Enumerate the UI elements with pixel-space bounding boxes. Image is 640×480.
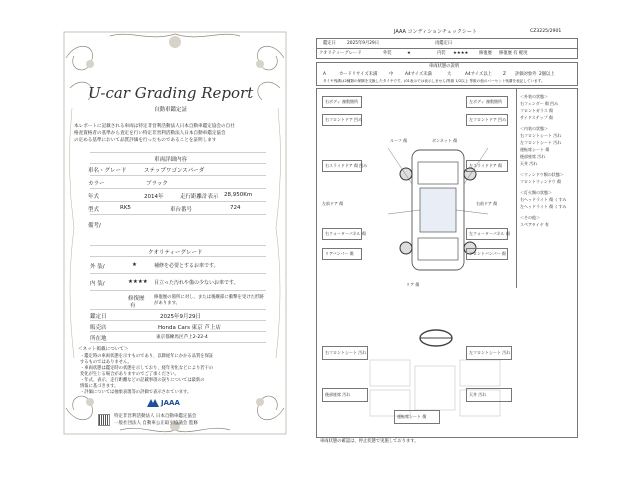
right-col-line: ＜その他＞: [520, 215, 540, 220]
seat-rating: 2個以上: [539, 72, 555, 77]
legend-cell: A4サイズ未満: [405, 72, 432, 77]
damage-text: フロントバンパー 傷: [469, 251, 506, 256]
notes-label: 備考/: [88, 223, 101, 229]
right-col-line: 天井 汚れ: [520, 161, 538, 166]
right-col-line: 右ヘッドライト 傷 くすみ: [520, 197, 567, 202]
certificate-title: U-car Grading Report: [88, 84, 254, 102]
org-line: 特定非営利活動法人 日本自動車鑑定協会: [114, 414, 197, 419]
quality-label: クオリティーグレード: [319, 51, 362, 56]
interior-text: 左フロントシート 汚れ: [469, 350, 511, 355]
ext-label: 外装: [383, 51, 392, 56]
damage-text: 右クォーターパネル 傷: [325, 231, 366, 236]
intro-line: 格査資格者の基準から査定を行い特定非営利活動法人日本自動車鑑定協会: [74, 131, 226, 136]
repair-note: 修復歴の箇所に対し、または後継部に衝撃を受けた形跡があります。: [154, 295, 264, 306]
mileage-label: 走行距離計表示: [180, 194, 219, 200]
date-label: 鑑定日: [323, 41, 336, 46]
legend-cell: 大: [447, 72, 452, 77]
remark-line: ・車両状態は鑑定時の状態を示しており、経年劣化などにより若干の: [80, 366, 214, 371]
legend-cell: カードリサイズ未満: [339, 72, 378, 77]
legend-block: [316, 62, 578, 86]
interior-text: 運転席シート 傷: [397, 414, 427, 419]
repair-head: 修復歴: [128, 296, 145, 302]
shop-value: Honda Cars 東京 芦上店: [158, 325, 221, 331]
damage-box: [466, 228, 508, 240]
color-label: カラー: [88, 181, 105, 187]
legend-cell: 評価対象外: [515, 72, 537, 77]
jaaa-logo-icon: [146, 398, 160, 408]
damage-box: [322, 248, 362, 260]
int-label: 内装: [437, 51, 446, 56]
divider: [516, 88, 517, 288]
right-col-line: 右フェンダー 傷 凹み: [520, 101, 559, 106]
quality-heading: クオリティーグレード: [148, 250, 203, 256]
right-col-line: ＜内装の状態＞: [520, 126, 548, 131]
interior-box: [466, 388, 512, 402]
interior-box: [322, 346, 368, 360]
repair-value: 修復歴 有 軽度: [499, 51, 528, 56]
exterior-label: 外 装/: [90, 264, 105, 270]
interior-box: [394, 410, 440, 424]
appraisal-date-value: 2025年9月29日: [160, 314, 201, 320]
right-col-line: 後部座席 汚れ: [520, 154, 546, 159]
year-value: 2014年: [144, 194, 164, 200]
section-details-heading: 車両詳細内容: [154, 157, 188, 163]
damage-box: [466, 114, 508, 126]
condition-title: 車両状態の説明: [429, 64, 460, 69]
remark-line: ・評価については抽象表現等の評価で表示されています。: [80, 390, 192, 395]
repair-value: 有: [130, 303, 136, 309]
year-mileage-row: [90, 189, 266, 202]
steering-wheel-icon: [416, 326, 456, 350]
right-col-line: 左ヘッドライト 傷 くすみ: [520, 204, 567, 209]
year-label: 年式: [88, 194, 100, 200]
right-col-line: ＜ウィンドウ類の状態＞: [520, 172, 564, 177]
mileage-value: 28,950Km: [224, 192, 253, 198]
address-row: [90, 332, 266, 343]
shop-label: 販売店: [90, 325, 107, 331]
interior-row: [90, 274, 266, 291]
damage-text: 右スライドドア 傷 凹み: [325, 163, 368, 168]
shop-row: [90, 321, 266, 332]
appraisal-date-label: 鑑定日: [90, 314, 107, 320]
ext-value: ★: [407, 51, 411, 56]
color-value: ブラック: [146, 181, 168, 187]
diagram-label: ボンネット 傷: [432, 138, 458, 143]
exam-label: 再鑑定日: [435, 41, 453, 46]
exterior-stars: ★: [132, 262, 137, 268]
right-col-line: スペアタイヤ 有: [520, 222, 549, 227]
diagram-label: 左前ドア 傷: [322, 201, 344, 206]
quality-header-row: [90, 246, 266, 257]
interior-desc: 目立った汚れや傷の少ないお車です。: [154, 280, 239, 286]
sheet-doc-id: CZ3225/2901: [530, 29, 562, 34]
repair-row: [90, 291, 266, 310]
address-label: 所在地: [90, 336, 107, 342]
remark-line: ・年式、表示、走行距離などの記載事項の誤りについては最新の: [80, 378, 205, 383]
interior-text: 後部座席 汚れ: [325, 392, 351, 397]
intro-line: の定める基準において品質評価を行ったものであることを証明します: [74, 138, 217, 143]
grading-certificate: [60, 28, 290, 438]
remark-line: するものではありません。: [80, 360, 132, 365]
interior-box: [322, 388, 368, 402]
appraisal-date-row: [90, 310, 266, 321]
remark-line: 情報に基づきます。: [80, 384, 119, 389]
right-col-line: サイドステップ 傷: [520, 115, 553, 120]
quality-row: [316, 48, 578, 59]
legend-cell: Z: [503, 72, 506, 77]
org-line: 一般社団法人 自動車公正取引協議会 監修: [114, 421, 198, 426]
name-grade-row: [90, 163, 266, 176]
damage-box: [322, 114, 362, 126]
note-line: 等級 1/2以上 等級の他のパーセント残溝を表記しています。: [447, 79, 545, 83]
diagram-label: ルーフ 傷: [390, 138, 408, 143]
right-col-line: フロントガラス 傷: [520, 108, 554, 113]
damage-box: [466, 160, 508, 172]
chassis-value: 724: [230, 205, 241, 211]
date-value: 2025年9月29日: [347, 41, 380, 46]
name-grade-label: 車名・グレード: [88, 168, 127, 174]
certificate-subtitle: 自動車鑑定証: [154, 107, 188, 113]
damage-text: 左フロントドア 凹み: [469, 117, 507, 122]
condition-check-sheet: [316, 26, 578, 446]
damage-box: [322, 228, 366, 240]
int-value: ★★★★: [453, 51, 469, 56]
damage-text: 左スライドドア 傷: [469, 163, 503, 168]
model-row: [90, 202, 266, 215]
interior-text: 天井 汚れ: [469, 392, 487, 397]
legend-cell: A: [323, 72, 326, 77]
damage-text: 左ボディ 複数箇所: [469, 99, 502, 104]
interior-stars: ★★★★: [128, 279, 148, 285]
remarks-title: ＜ネット掲載について＞: [78, 347, 129, 352]
right-col-line: 運転席シート 傷: [520, 147, 550, 152]
model-label: 型式: [88, 207, 100, 213]
exterior-desc: 補修を必要とするお車です。: [154, 263, 219, 269]
legend-cell: A4サイズ以上: [465, 72, 492, 77]
address-value: 東京都練馬区芦上2-22-4: [156, 335, 208, 340]
damage-text: 右フロントドア 凹み: [325, 117, 363, 122]
damage-text: リアバンパー 傷: [325, 251, 354, 256]
right-col-line: フロントウィンドウ 傷: [520, 179, 562, 184]
intro-line: 本レポートに記載される車両は特定非営利活動法人日本自動車鑑定協会の自社: [74, 124, 235, 129]
right-col-line: 左フロントシート 汚れ: [520, 140, 562, 145]
qr-code-icon: [98, 414, 110, 426]
right-col-line: ＜灯火類の状態＞: [520, 190, 552, 195]
right-col-line: 右フロントシート 汚れ: [520, 133, 562, 138]
damage-box: [322, 160, 368, 172]
diagram-label: 右前ドア 傷: [476, 201, 498, 206]
diagram-label: リア 傷: [406, 282, 420, 287]
damage-box: [466, 96, 508, 108]
model-value: RK5: [120, 205, 131, 211]
notes-row: [90, 215, 266, 246]
remark-line: 変化が生じる場合がありますのでご了承ください。: [80, 372, 179, 377]
remark-line: ・鑑定時の車両状態を示すものであり、以降経年にかかる品質を保証: [80, 354, 214, 359]
damage-text: 左クォーターパネル 傷: [469, 231, 510, 236]
note-line: タイヤ残溝は2種類の保険を交換したタイヤです。(01表示では表示しません): [323, 79, 448, 83]
chassis-label: 車台番号: [170, 207, 193, 213]
interior-box: [466, 346, 512, 360]
sheet-header: JAAA コンディションチェックシート: [394, 29, 477, 35]
interior-text: 右フロントシート 汚れ: [325, 350, 367, 355]
right-col-line: ＜外装の状態＞: [520, 94, 548, 99]
exterior-row: [90, 257, 266, 274]
damage-box: [466, 248, 508, 260]
damage-text: 右ボディ 複数箇所: [325, 99, 358, 104]
legend-cell: 中: [389, 72, 394, 77]
repair-label: 修復歴: [479, 51, 492, 56]
damage-box: [322, 96, 362, 108]
sheet-footer: 車両状態の確認は、停止状態で実施しております。: [320, 439, 419, 444]
color-row: [90, 176, 266, 189]
name-grade-value: ステップワゴンスパーダ: [144, 168, 205, 174]
interior-label: 内 装/: [90, 281, 105, 287]
jaaa-logo-text: JAAA: [161, 399, 180, 407]
